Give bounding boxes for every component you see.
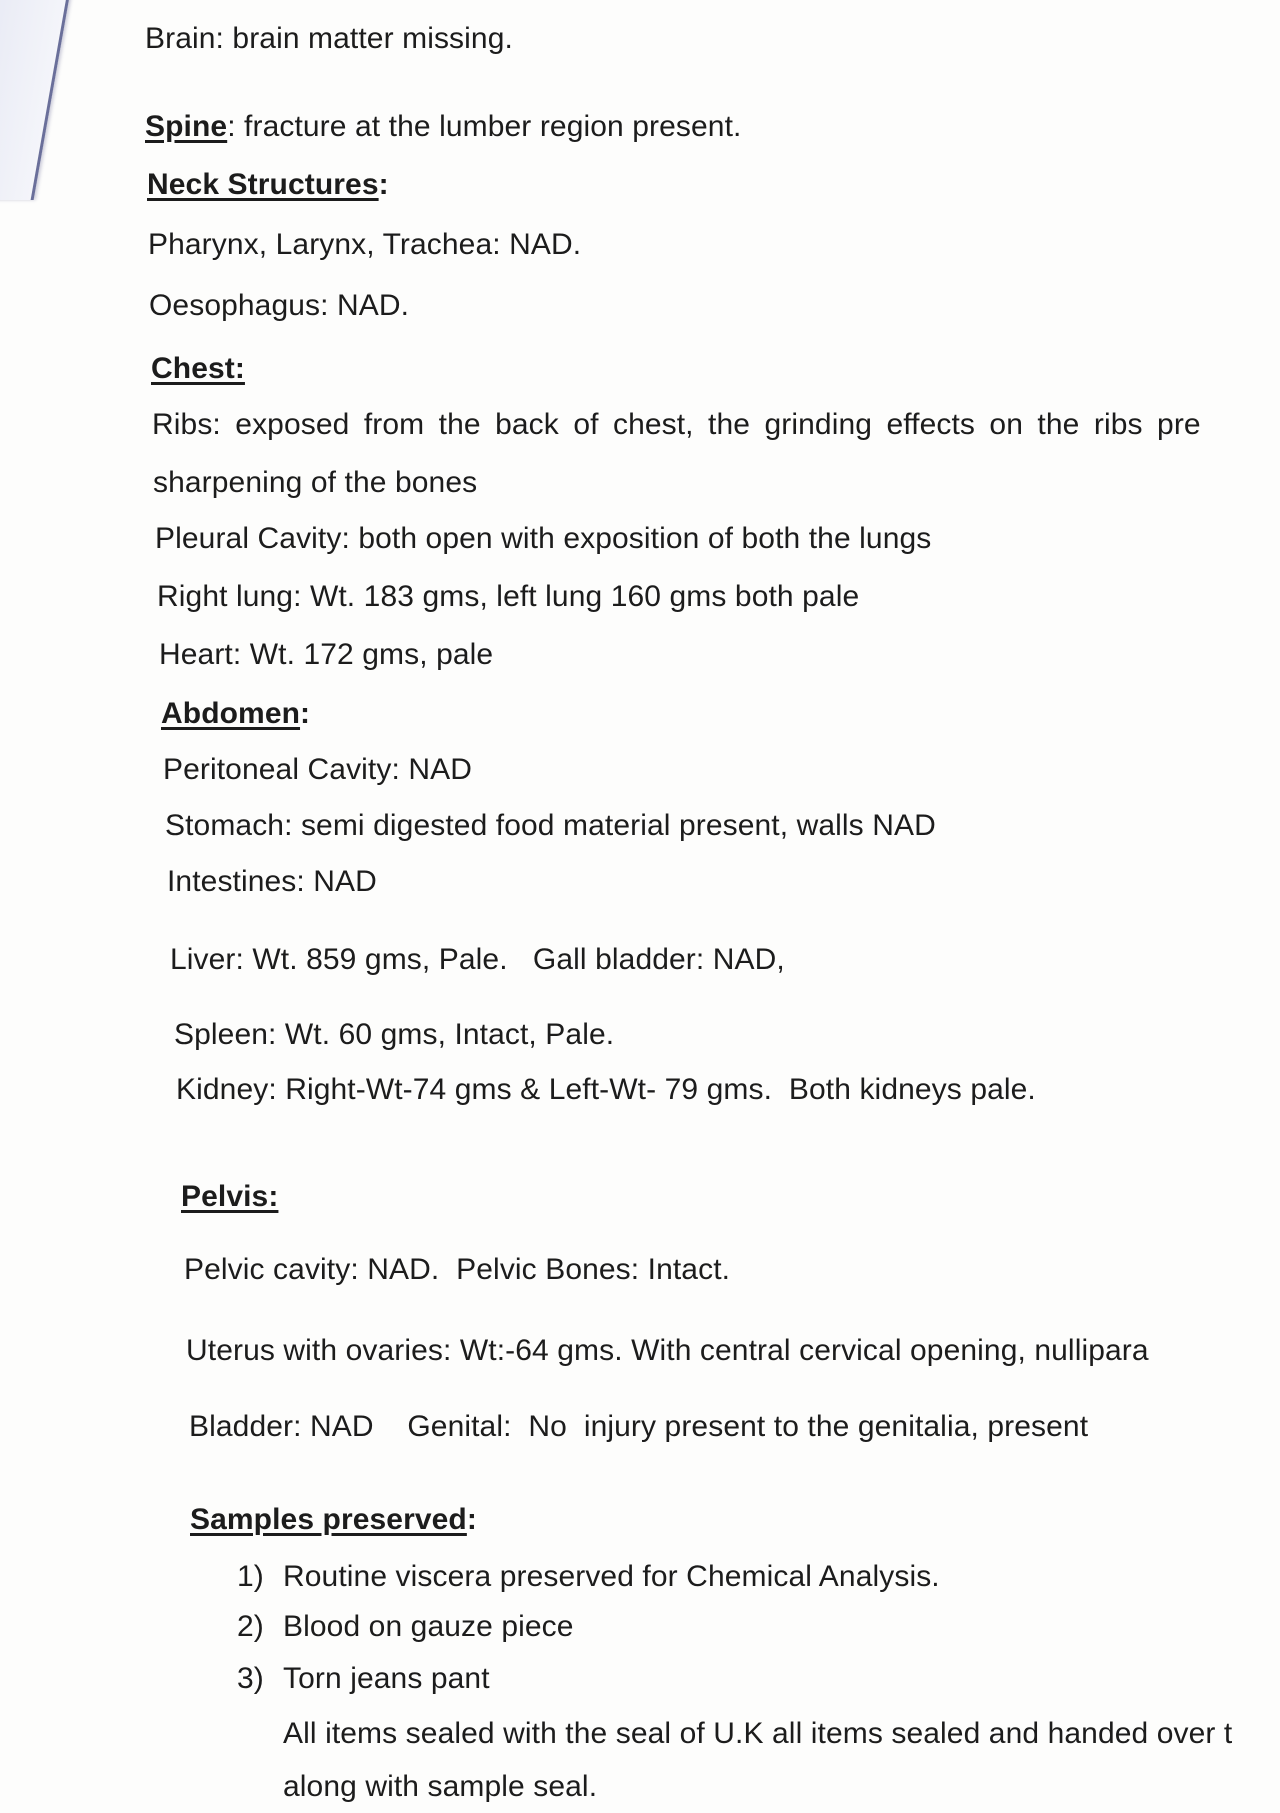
chest-line: Right lung: Wt. 183 gms, left lung 160 gms both pale: [157, 580, 860, 613]
pelvis-heading: Pelvis:: [181, 1180, 279, 1213]
pelvis-line: Pelvic cavity: NAD. Pelvic Bones: Intact.: [184, 1253, 731, 1286]
sample-item: 3) Torn jeans pant: [237, 1662, 490, 1695]
samples-heading: Samples preserved:: [190, 1503, 477, 1536]
abdomen-line: Kidney: Right-Wt-74 gms & Left-Wt- 79 gms. Both kidneys pale.: [176, 1073, 1036, 1106]
paper-edge-shadow: [0, 0, 72, 200]
abdomen-heading: Abdomen:: [161, 697, 311, 730]
chest-line: Ribs: exposed from the back of chest, the grinding effects on the ribs pre: [152, 408, 1201, 441]
pelvis-line: Uterus with ovaries: Wt:-64 gms. With central cervical opening, nullipara: [186, 1334, 1149, 1367]
abdomen-line: Spleen: Wt. 60 gms, Intact, Pale.: [174, 1018, 615, 1051]
samples-note: All items sealed with the seal of U.K all items sealed and handed over t: [283, 1717, 1233, 1750]
sample-item: 1) Routine viscera preserved for Chemical Analysis.: [237, 1560, 940, 1593]
chest-line: Heart: Wt. 172 gms, pale: [159, 638, 494, 671]
abdomen-line: Intestines: NAD: [167, 865, 377, 898]
spine-line: [145, 110, 741, 144]
neck-line: Pharynx, Larynx, Trachea: NAD.: [148, 228, 582, 261]
chest-line: Pleural Cavity: both open with exposition of both the lungs: [155, 522, 932, 555]
abdomen-line: Stomach: semi digested food material present, walls NAD: [165, 809, 936, 842]
spine-text: : fracture at the lumber region present.: [227, 110, 742, 143]
abdomen-line: Liver: Wt. 859 gms, Pale. Gall bladder: NAD,: [170, 943, 785, 976]
samples-note: along with sample seal.: [283, 1770, 598, 1803]
spine-heading: Spine: [145, 110, 228, 143]
sample-item: 2) Blood on gauze piece: [237, 1610, 574, 1643]
chest-line: sharpening of the bones: [153, 466, 478, 499]
neck-line: Oesophagus: NAD.: [149, 289, 410, 322]
pelvis-line: Bladder: NAD Genital: No injury present to the genitalia, present: [189, 1410, 1089, 1443]
neck-heading: Neck Structures:: [147, 168, 389, 201]
brain-line: Brain: brain matter missing.: [145, 22, 513, 55]
chest-heading: Chest:: [151, 352, 245, 385]
abdomen-line: Peritoneal Cavity: NAD: [163, 753, 472, 786]
